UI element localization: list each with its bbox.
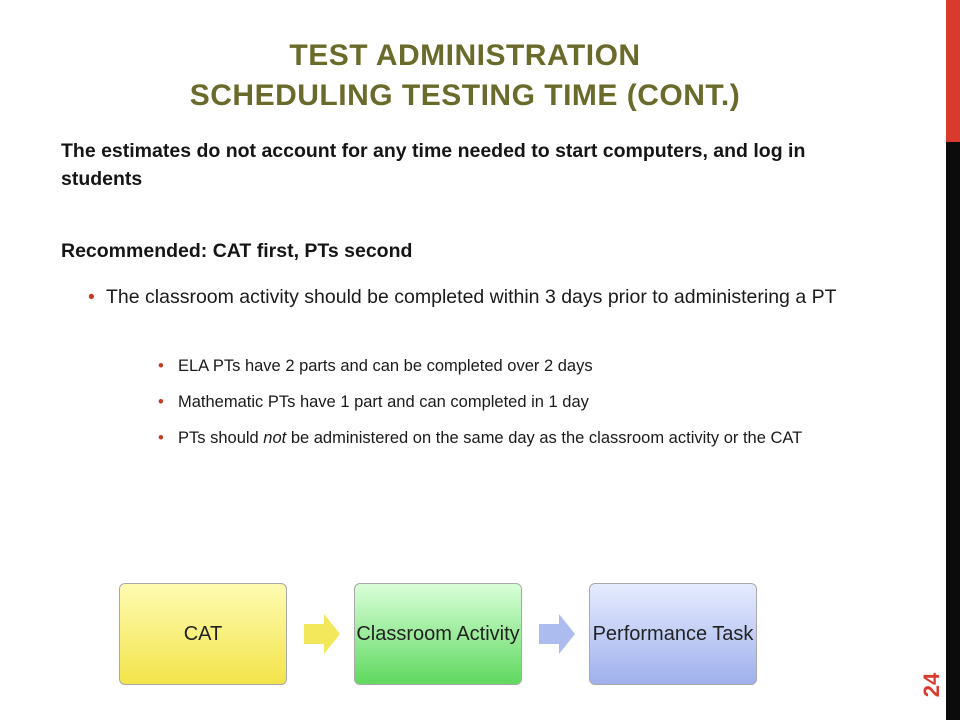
sub-bullet-math: [158, 390, 898, 414]
process-step-classroom-activity: [354, 583, 522, 685]
bullet-dot-icon: •: [158, 429, 164, 447]
process-step-label: Performance Task: [592, 623, 754, 645]
bullet-dot-icon: •: [158, 393, 164, 411]
process-arrow-icon: [539, 614, 575, 654]
bullet-dot-icon: •: [88, 286, 95, 308]
bullet-dot-icon: •: [158, 357, 164, 375]
title-line-1: TEST ADMINISTRATION: [289, 39, 641, 72]
sub-bullet-text: ELA PTs have 2 parts and can be completed over 2 days: [178, 357, 593, 375]
recommendation-heading: Recommended: CAT first, PTs second: [61, 240, 413, 262]
process-step-performance-task: [589, 583, 757, 685]
process-arrow-icon: [304, 614, 340, 654]
sub-bullet-text: Mathematic PTs have 1 part and can completed in 1 day: [178, 393, 589, 411]
process-step-cat: [119, 583, 287, 685]
sub-bullet-text-post: be administered on the same day as the classroom activity or the CAT: [286, 429, 803, 447]
sub-bullet-same-day: [158, 426, 898, 450]
side-decor-accent: [946, 0, 960, 142]
process-step-label: Classroom Activity: [356, 623, 520, 645]
process-step-label: CAT: [183, 623, 223, 645]
title-line-2: SCHEDULING TESTING TIME (CONT.): [189, 79, 741, 112]
sub-bullet-text-emphasis: not: [263, 429, 287, 447]
slide-title: [40, 36, 890, 116]
bullet-text: The classroom activity should be completed within 3 days prior to administering a PT: [106, 286, 837, 308]
sub-bullet-ela: [158, 354, 898, 378]
slide-number: 24: [919, 672, 944, 698]
estimates-note: The estimates do not account for any time needed to start computers, and log in students: [61, 140, 806, 190]
sub-bullet-text-pre: PTs should: [178, 429, 264, 447]
bullet-classroom-activity: [88, 283, 888, 311]
